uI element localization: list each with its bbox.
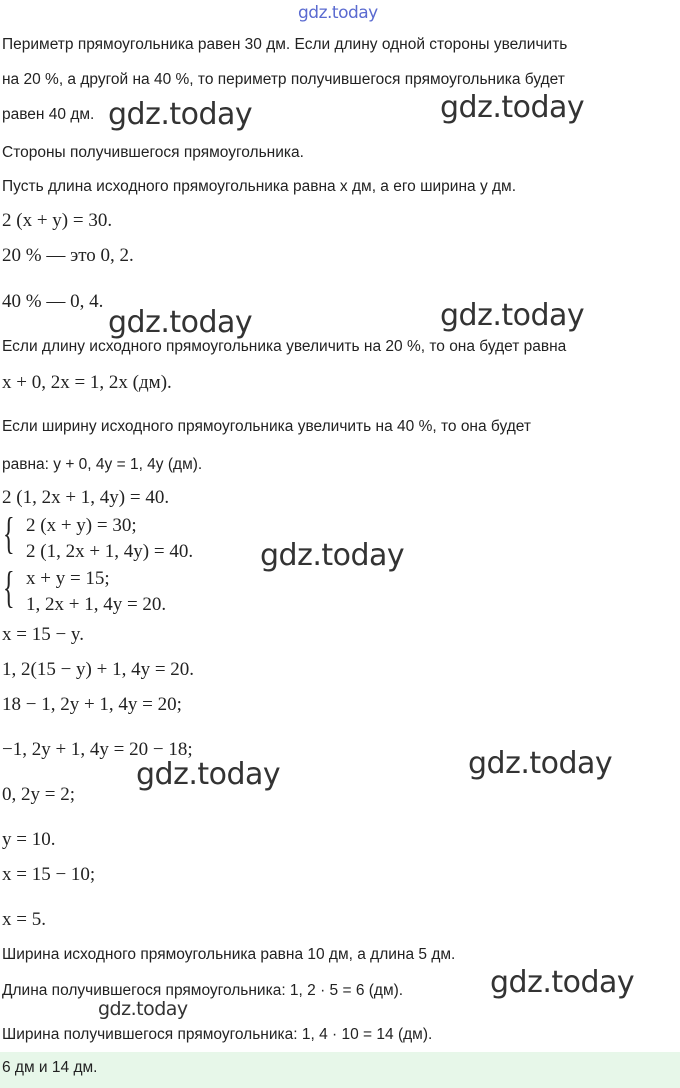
equation: x = 15 − 10; bbox=[2, 864, 96, 885]
equation: 2 (x + y) = 30. bbox=[2, 210, 113, 231]
equation: 0, 2y = 2; bbox=[2, 784, 75, 805]
watermark-small: gdz.today bbox=[98, 998, 188, 1020]
watermark: gdz.today bbox=[440, 90, 585, 125]
text-line: Ширина получившегося прямоугольника: 1, 4 · 10 = 14 (дм). bbox=[2, 1026, 433, 1043]
watermark: gdz.today bbox=[260, 538, 405, 573]
equation: 18 − 1, 2y + 1, 4y = 20; bbox=[2, 694, 182, 715]
equation: 40 % — 0, 4. bbox=[2, 291, 104, 312]
equation: x = 15 − y. bbox=[2, 624, 84, 645]
problem-line: равен 40 дм. bbox=[2, 106, 95, 123]
text-line: равна: y + 0, 4y = 1, 4y (дм). bbox=[2, 456, 203, 473]
watermark: gdz.today bbox=[136, 757, 281, 792]
answer-box bbox=[0, 1052, 680, 1088]
find-line: Стороны получившегося прямоугольника. bbox=[2, 144, 304, 161]
equation: 1, 2x + 1, 4y = 20. bbox=[26, 594, 167, 615]
watermark: gdz.today bbox=[468, 746, 613, 781]
system-brace: { bbox=[3, 509, 15, 558]
problem-line: Периметр прямоугольника равен 30 дм. Если длину одной стороны увеличить bbox=[2, 36, 568, 53]
equation: x + 0, 2x = 1, 2x (дм). bbox=[2, 372, 172, 393]
text-line: Если ширину исходного прямоугольника увеличить на 40 %, то она будет bbox=[2, 418, 531, 435]
system-brace: { bbox=[3, 563, 15, 612]
text-line: Если длину исходного прямоугольника увеличить на 20 %, то она будет равна bbox=[2, 338, 567, 355]
watermark: gdz.today bbox=[440, 298, 585, 333]
watermark: gdz.today bbox=[490, 965, 635, 1000]
watermark: gdz.today bbox=[108, 305, 253, 340]
text-line: Ширина исходного прямоугольника равна 10 дм, а длина 5 дм. bbox=[2, 946, 456, 963]
equation: 2 (x + y) = 30; bbox=[26, 515, 137, 536]
answer-text: 6 дм и 14 дм. bbox=[2, 1059, 98, 1076]
equation: 20 % — это 0, 2. bbox=[2, 245, 134, 266]
equation: 2 (1, 2x + 1, 4y) = 40. bbox=[26, 541, 194, 562]
problem-line: на 20 %, а другой на 40 %, то периметр получившегося прямоугольника будет bbox=[2, 71, 565, 88]
watermark: gdz.today bbox=[108, 97, 253, 132]
equation: 1, 2(15 − y) + 1, 4y = 20. bbox=[2, 659, 195, 680]
watermark-top: gdz.today bbox=[298, 3, 378, 23]
equation: −1, 2y + 1, 4y = 20 − 18; bbox=[2, 739, 193, 760]
equation: x + y = 15; bbox=[26, 568, 110, 589]
equation: y = 10. bbox=[2, 829, 56, 850]
text-line: Пусть длина исходного прямоугольника равна x дм, а его ширина y дм. bbox=[2, 178, 517, 195]
equation: x = 5. bbox=[2, 909, 46, 930]
equation: 2 (1, 2x + 1, 4y) = 40. bbox=[2, 487, 170, 508]
text-line: Длина получившегося прямоугольника: 1, 2 · 5 = 6 (дм). bbox=[2, 982, 404, 999]
